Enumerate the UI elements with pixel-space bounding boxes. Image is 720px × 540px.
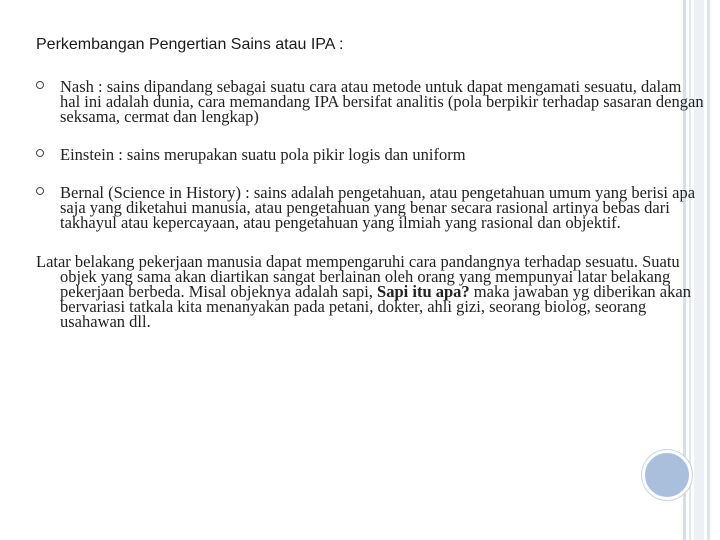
bullet-circle-icon	[36, 81, 44, 89]
slide-title: Perkembangan Pengertian Sains atau IPA :	[36, 36, 344, 53]
paragraph-text-after: maka jawaban yg diberikan akan bervariasi tatkala kita menanyakan pada petani, dokter, ahli gizi, seorang biolog, seorang usahawan dll.	[60, 282, 691, 331]
decorative-stripe	[707, 0, 710, 540]
bullet-text: Bernal (Science in History) : sains adalah pengetahuan, atau pengetahuan umum yang berisi apa saja yang diketahui manusia, atau pengetahuan yang benar secara rasional artinya bebas dari takhayul atau kepercayaan, atau pengetahuan yang ilmiah yang rasional dan objektif.	[60, 183, 696, 232]
decorative-circle	[642, 450, 692, 500]
bullet-text: Nash : sains dipandang sebagai suatu cara atau metode untuk dapat mengamati sesuatu, dalam hal ini adalah dunia, cara memandang IPA bersifat analitis (pola berpikir terhadap sasaran dengan seksama, cermat dan lengkap)	[60, 77, 704, 126]
bullet-item-nash	[36, 79, 704, 124]
bullet-circle-icon	[36, 149, 44, 157]
bullet-circle-icon	[36, 187, 44, 195]
slide-content	[36, 79, 704, 329]
bullet-item-einstein	[36, 147, 704, 162]
body-paragraph	[36, 254, 704, 329]
bullet-list	[36, 79, 704, 230]
bullet-item-bernal	[36, 185, 704, 230]
paragraph-bold-question: Sapi itu apa?	[377, 282, 470, 301]
paragraph-text-before: Latar belakang pekerjaan manusia dapat mempengaruhi cara pandangnya terhadap sesuatu. Suatu objek yang sama akan diartikan sangat berlainan oleh orang yang mempunyai latar belakang pekerjaan berbeda. Misal objeknya adalah sapi,	[36, 252, 680, 301]
bullet-text: Einstein : sains merupakan suatu pola pikir logis dan uniform	[60, 145, 466, 164]
